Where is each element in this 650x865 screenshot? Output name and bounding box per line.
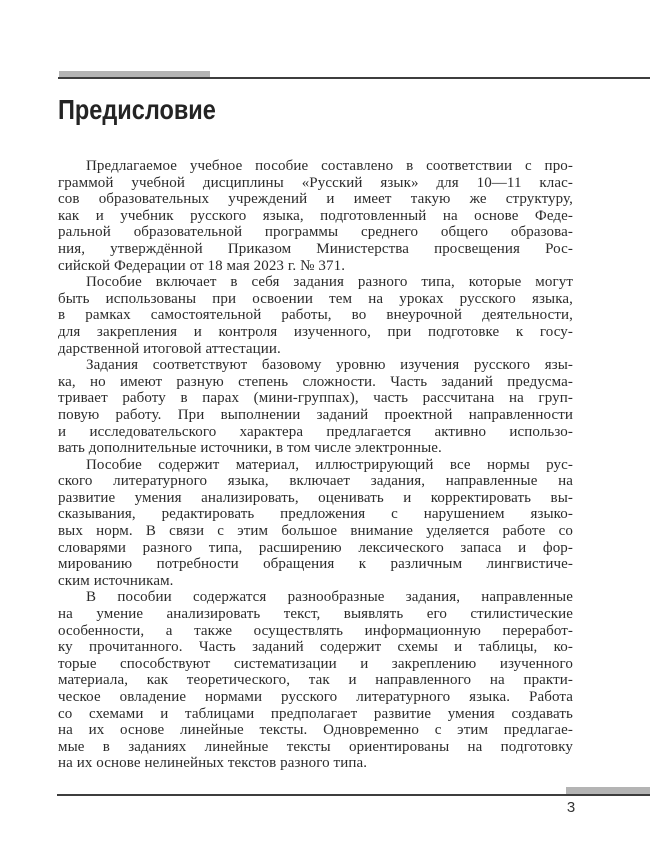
text-line: сказывания, редактировать предложения с нарушением языко- (58, 506, 573, 523)
text-line: граммой учебной дисциплины «Русский язык» для 10—11 клас- (58, 174, 573, 191)
paragraph (58, 357, 573, 457)
text-line: в рамках самостоятельной работы, во внеурочной деятельности, (58, 307, 573, 324)
text-line: торые способствуют систематизации и закреплению изученного (58, 655, 573, 672)
text-line: для закрепления и контроля изученного, при подготовке к госу- (58, 323, 573, 340)
preface-body (58, 158, 573, 772)
text-line: быть использованы при освоении тем на уроках русского языка, (58, 290, 573, 307)
text-line: на их основе линейные тексты. Одновременно с этим предлагае- (58, 722, 573, 739)
text-line: вать дополнительные источники, в том числе электронные. (58, 440, 442, 457)
text-line: ческое овладение нормами русского литературного языка. Работа (58, 689, 573, 705)
text-line: ского литературного языка, включает задания, направленные на (58, 473, 573, 490)
paragraph (58, 589, 573, 772)
footer-accent-bar (566, 787, 650, 794)
text-line: повую работу. При выполнении заданий проектной направленности (58, 406, 573, 423)
page-number: 3 (566, 799, 576, 816)
text-line: как и учебник русского языка, подготовленный на основе Феде- (58, 207, 573, 224)
text-line: тривает работу в парах (мини-группах), часть рассчитана на груп- (58, 390, 573, 407)
footer-rule (57, 794, 650, 796)
text-line: сийской Федерации от 18 мая 2023 г. № 371. (58, 257, 346, 274)
page-title: Предисловие (58, 94, 216, 125)
text-line: В пособии содержатся разнообразные задания, направленные (86, 589, 573, 606)
text-line: и исследовательского характера предлагается активно использо- (58, 423, 573, 440)
text-line: на их основе нелинейных текстов разного типа. (58, 755, 368, 772)
paragraph (58, 457, 573, 590)
text-line: сов образовательных учреждений и имеет такую же структуру, (58, 191, 573, 208)
paragraph (58, 274, 573, 357)
text-line: особенности, а также осуществлять информационную переработ- (58, 622, 573, 639)
text-line: ским источникам. (58, 572, 174, 589)
text-line: вых норм. В связи с этим большое внимание уделяется работе со (58, 523, 573, 540)
header-rule (58, 77, 650, 79)
text-line: ральной образовательной программы среднего общего образова- (58, 224, 573, 241)
text-line: на умение анализировать текст, выявлять его стилистические (58, 606, 573, 623)
paragraph (58, 158, 573, 274)
text-line: дарственной итоговой аттестации. (58, 340, 281, 357)
text-line: материала, как теоретического, так и направленного на практи- (58, 672, 573, 689)
text-line: Пособие содержит материал, иллюстрирующий все нормы рус- (86, 456, 573, 473)
text-line: ка, но имеют разную степень сложности. Часть заданий предусма- (58, 373, 573, 390)
text-line: словарями разного типа, расширению лексического запаса и фор- (58, 539, 573, 556)
text-line: Пособие включает в себя задания разного типа, которые могут (86, 274, 573, 291)
text-line: ния, утверждённой Приказом Министерства просвещения Рос- (58, 240, 573, 257)
text-line: мированию потребности обращения к различным лингвистиче- (58, 556, 573, 573)
text-line: Задания соответствуют базовому уровню изучения русского язы- (86, 357, 573, 374)
text-line: развитие умения анализировать, оценивать и корректировать вы- (58, 489, 573, 506)
text-line: со схемами и таблицами предполагает развитие умения создавать (58, 705, 573, 722)
text-line: мые в заданиях линейные тексты ориентированы на подготовку (58, 738, 573, 755)
text-line: Предлагаемое учебное пособие составлено в соответствии с про- (86, 158, 573, 174)
text-line: ку прочитанного. Часть заданий содержит схемы и таблицы, ко- (58, 639, 573, 656)
